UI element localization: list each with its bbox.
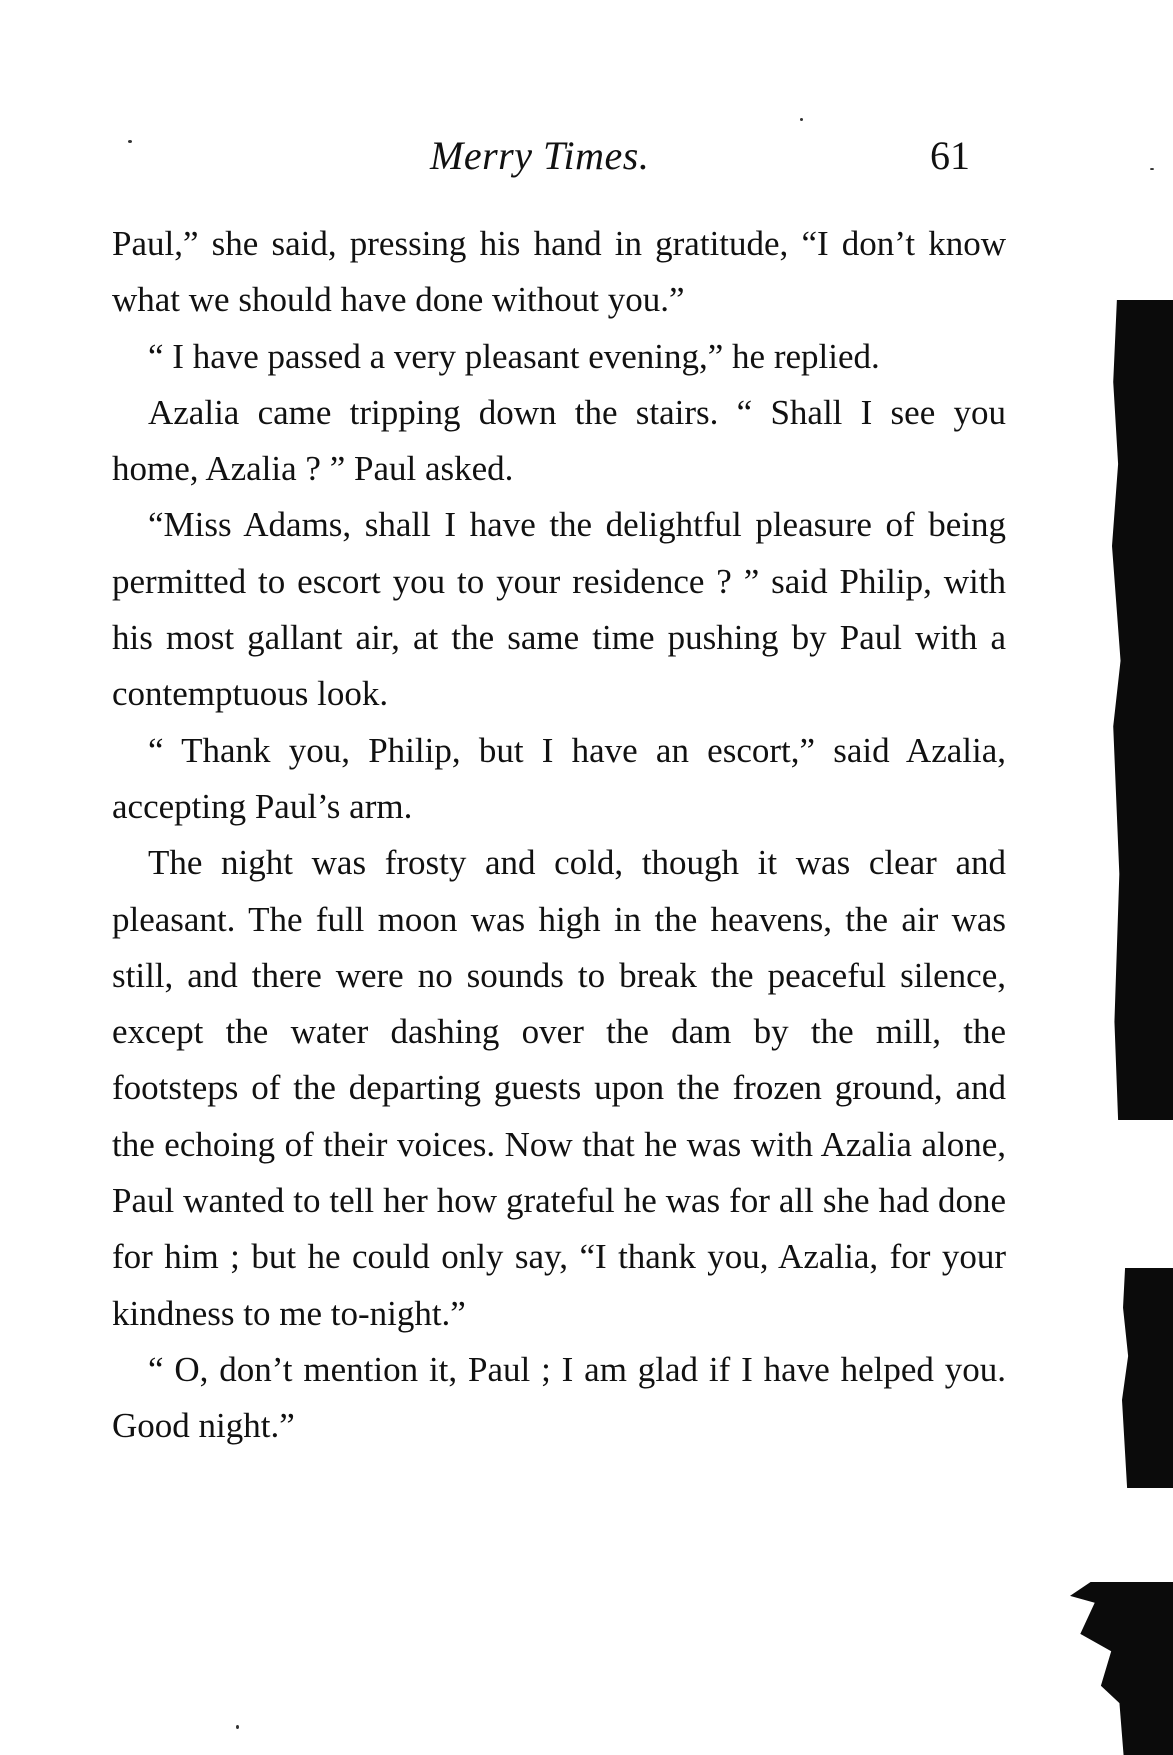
- scan-edge-shadow: [1070, 1582, 1173, 1755]
- paragraph: Paul,” she said, pressing his hand in gratitude, “I don’t know what we should have done without you.”: [112, 224, 1006, 320]
- running-title: Merry Times.: [430, 133, 650, 178]
- paragraph: “ Thank you, Philip, but I have an escort,” said Azalia, accepting Paul’s arm.: [112, 730, 1006, 826]
- body-text: [112, 216, 1006, 1455]
- paragraph: The night was frosty and cold, though it was clear and pleasant. The full moon was high in the heavens, the air was still, and there were no sounds to break the peaceful silence, except the water dashing over the dam by the mill, the footsteps of the departing guests upon the frozen ground, and the echoing of their voices. Now that he was with Azalia alone, Paul wanted to tell her how grateful he was for all she had done for him ; but he could only say, “I thank you, Azalia, for your kindness to me to-night.”: [112, 843, 1006, 1333]
- scan-speck: [128, 140, 132, 143]
- paragraph: Azalia came tripping down the stairs. “ Shall I see you home, Azalia ? ” Paul asked.: [112, 392, 1006, 489]
- paragraph: “ I have passed a very pleasant evening,” he replied.: [148, 336, 880, 376]
- paragraph: “ O, don’t mention it, Paul ; I am glad if I have helped you. Good night.”: [112, 1349, 1006, 1446]
- paragraph: “Miss Adams, shall I have the delightful pleasure of being permitted to escort you to your residence ? ” said Philip, with his most gallant air, at the same time pushing by Paul with a contemptuous look.: [112, 505, 1006, 714]
- scan-edge-shadow: [1112, 300, 1173, 1120]
- scan-speck: [1150, 168, 1154, 170]
- scan-edge-shadow: [1122, 1268, 1173, 1488]
- page-number: 61: [930, 133, 970, 178]
- scan-speck: [236, 1725, 239, 1729]
- scan-speck: [800, 118, 803, 121]
